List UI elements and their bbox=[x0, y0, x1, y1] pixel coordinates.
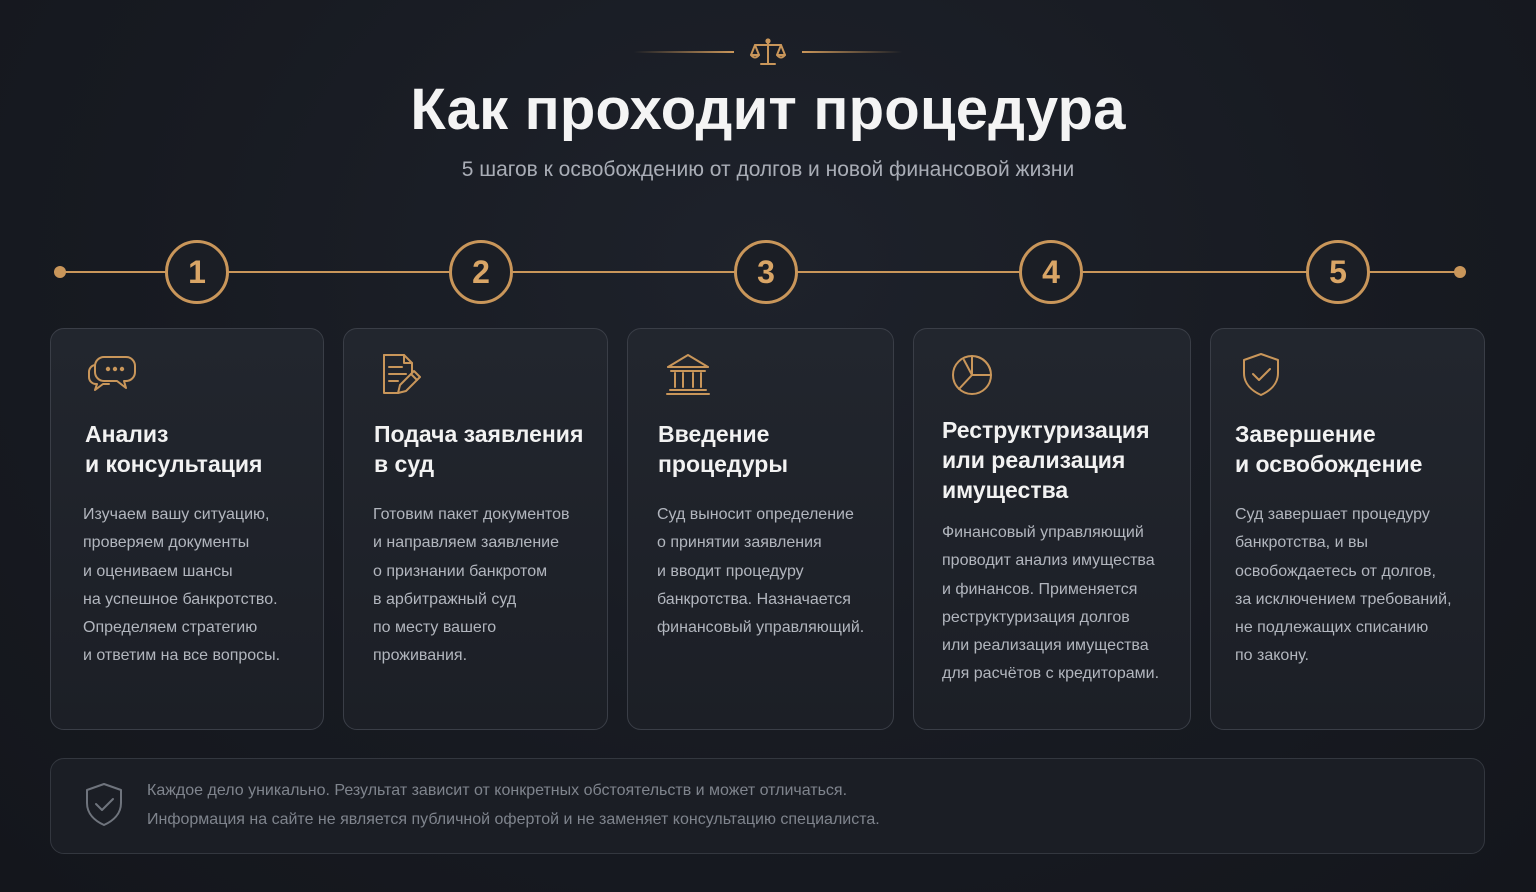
step-card-4 bbox=[913, 328, 1191, 730]
page-subtitle: 5 шагов к освобождению от долгов и новой финансовой жизни bbox=[461, 158, 1075, 181]
courthouse-icon bbox=[664, 351, 714, 401]
page-title: Как проходит процедура bbox=[410, 77, 1126, 142]
scales-icon bbox=[748, 36, 788, 68]
step-description-5: Суд завершает процедуру банкротства, и вы освобождаетесь от долгов, за исключением требований, не подлежащих списанию по закону. bbox=[1235, 506, 1452, 665]
step-number-1: 1 bbox=[165, 240, 229, 304]
ornament-line-left bbox=[634, 51, 734, 53]
step-card-5 bbox=[1210, 328, 1485, 730]
ornament-line-right bbox=[802, 51, 902, 53]
document-edit-icon bbox=[380, 351, 430, 401]
step-title-5: Завершение и освобождение bbox=[1235, 421, 1423, 477]
step-number-2: 2 bbox=[449, 240, 513, 304]
disclaimer-text: Каждое дело уникально. Результат зависит от конкретных обстоятельств и может отличаться. Информация на сайте не является публичной офертой и не заменяет консультацию специалиста. bbox=[147, 782, 880, 828]
shield-check-icon bbox=[83, 781, 125, 829]
step-description-2: Готовим пакет документов и направляем заявление о признании банкротом в арбитражный суд по месту вашего проживания. bbox=[373, 506, 570, 665]
chat-bubbles-icon bbox=[87, 351, 137, 401]
step-description-1: Изучаем вашу ситуацию, проверяем документы и оцениваем шансы на успешное банкротство. Определяем стратегию и ответим на все вопросы. bbox=[83, 506, 281, 665]
shield-check-icon bbox=[1241, 351, 1291, 401]
step-number-4: 4 bbox=[1019, 240, 1083, 304]
step-title-3: Введение процедуры bbox=[658, 421, 788, 477]
step-card-3 bbox=[627, 328, 894, 730]
steps-timeline bbox=[50, 240, 1470, 304]
step-description-3: Суд выносит определение о принятии заявления и вводит процедуру банкротства. Назначается финансовый управляющий. bbox=[657, 506, 865, 637]
step-description-4: Финансовый управляющий проводит анализ имущества и финансов. Применяется реструктуризация долгов или реализация имущества для расчётов с кредиторами. bbox=[942, 524, 1160, 683]
pie-chart-icon bbox=[950, 351, 1000, 401]
step-card-1 bbox=[50, 328, 324, 730]
timeline-end-dot bbox=[1454, 266, 1466, 278]
timeline-start-dot bbox=[54, 266, 66, 278]
step-title-1: Анализ и консультация bbox=[85, 421, 263, 477]
step-title-2: Подача заявления в суд bbox=[374, 421, 584, 477]
step-number-5: 5 bbox=[1306, 240, 1370, 304]
step-card-2 bbox=[343, 328, 608, 730]
step-title-4: Реструктуризация или реализация имущества bbox=[942, 417, 1150, 503]
header-ornament bbox=[628, 36, 908, 68]
step-number-3: 3 bbox=[734, 240, 798, 304]
disclaimer-box bbox=[50, 758, 1485, 854]
